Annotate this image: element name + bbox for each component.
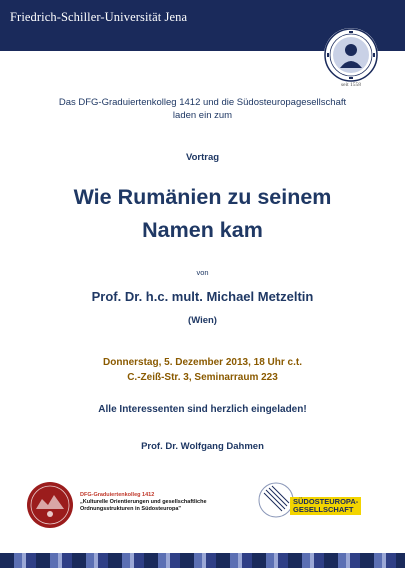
welcome-note: Alle Interessenten sind herzlich eingeladen! — [98, 404, 307, 415]
gk-line-3: Ordnungsstrukturen in Südosteuropa" — [80, 506, 182, 512]
so-line-1: SÜDOSTEUROPA- — [293, 497, 359, 506]
university-seal — [324, 28, 378, 82]
by-label: von — [196, 268, 209, 277]
event-type: Vortrag — [185, 152, 220, 163]
university-name: Friedrich-Schiller-Universität Jena — [10, 10, 188, 24]
event-location: C.-Zeiß-Str. 3, Seminarraum 223 — [127, 372, 278, 383]
intro-line-2: laden ein zum — [172, 110, 233, 121]
host-name: Prof. Dr. Wolfgang Dahmen — [141, 441, 264, 452]
lecture-title-line-2: Namen kam — [142, 218, 263, 242]
suedosteuropa-gesellschaft-label — [290, 497, 361, 515]
so-line-2: GESELLSCHAFT — [293, 505, 354, 514]
speaker-affiliation: (Wien) — [188, 315, 217, 326]
lecture-title-line-1: Wie Rumänien zu seinem — [73, 185, 332, 209]
intro-line-1: Das DFG-Graduiertenkolleg 1412 und die Südosteuropagesellschaft — [58, 97, 347, 108]
event-details — [0, 355, 405, 385]
event-date: Donnerstag, 5. Dezember 2013, 18 Uhr c.t. — [103, 357, 302, 368]
intro-text — [0, 96, 405, 122]
seal-caption: seit 1558 — [340, 82, 361, 88]
lecture-title — [0, 181, 405, 247]
footer-stripe-bar — [0, 553, 405, 568]
speaker-name: Prof. Dr. h.c. mult. Michael Metzeltin — [91, 289, 314, 304]
graduiertenkolleg-text — [80, 492, 260, 513]
gk-line-2: „Kulturelle Orientierungen und gesellschaftliche — [80, 499, 207, 505]
graduiertenkolleg-logo — [26, 481, 74, 529]
gk-title: DFG-Graduiertenkolleg 1412 — [80, 492, 155, 498]
